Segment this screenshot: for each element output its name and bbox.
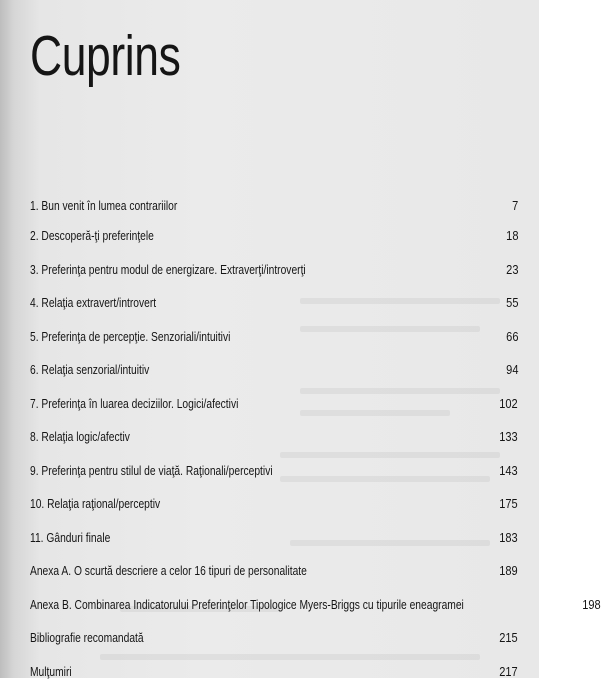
toc-entry-title: 8. Relaţia logic/afectiv [30, 422, 130, 445]
toc-entry-page-number: 198 [582, 590, 600, 613]
toc-entry-page-number: 189 [500, 556, 518, 579]
toc-entry-title: Anexa B. Combinarea Indicatorului Preferinţelor Tipologice Myers-Briggs cu tipurile eneagramei [30, 590, 464, 613]
toc-entry[interactable] [30, 523, 518, 557]
toc-entry-page-number: 23 [506, 255, 518, 278]
toc-entry-page-number: 7 [512, 191, 518, 214]
toc-entry-page-number: 133 [500, 422, 518, 445]
bleed-through-text [50, 100, 60, 150]
toc-entry-title: 3. Preferinţa pentru modul de energizare. Extraverţi/introverţi [30, 255, 306, 278]
toc-entry-page-number: 143 [500, 456, 518, 479]
toc-entry-title: Anexa A. O scurtă descriere a celor 16 tipuri de personalitate [30, 556, 307, 579]
toc-entry-title: 7. Preferinţa în luarea deciziilor. Logici/afectivi [30, 389, 238, 412]
toc-entry[interactable] [30, 456, 518, 490]
toc-entry[interactable] [30, 422, 518, 456]
toc-entry-title: Mulţumiri [30, 657, 72, 680]
toc-entry[interactable] [30, 389, 518, 423]
toc-entry[interactable] [30, 191, 518, 221]
toc-entry-page-number: 55 [506, 288, 518, 311]
toc-entry-title: 10. Relaţia raţional/perceptiv [30, 489, 160, 512]
toc-entry[interactable] [30, 221, 518, 255]
table-of-contents [30, 191, 518, 690]
toc-entry-title: 1. Bun venit în lumea contrariilor [30, 191, 177, 214]
toc-entry-page-number: 66 [506, 322, 518, 345]
toc-entry-title: 5. Preferinţa de percepţie. Senzoriali/intuitivi [30, 322, 230, 345]
toc-entry-page-number: 183 [500, 523, 518, 546]
toc-entry-page-number: 18 [506, 221, 518, 244]
toc-entry-title: 2. Descoperă-ţi preferinţele [30, 221, 154, 244]
toc-entry-title: 11. Gânduri finale [30, 523, 110, 546]
toc-entry[interactable] [30, 489, 518, 523]
toc-entry-title: 4. Relaţia extravert/introvert [30, 288, 156, 311]
toc-entry[interactable] [30, 288, 518, 322]
page-title: Cuprins [30, 28, 180, 85]
toc-entry-page-number: 215 [500, 623, 518, 646]
toc-entry[interactable] [30, 556, 518, 590]
toc-entry-page-number: 94 [506, 355, 518, 378]
toc-entry-page-number: 175 [500, 489, 518, 512]
toc-entry[interactable] [30, 255, 518, 289]
toc-entry-page-number: 217 [500, 657, 518, 680]
toc-entry-title: Bibliografie recomandată [30, 623, 144, 646]
toc-entry[interactable] [30, 322, 518, 356]
toc-entry[interactable] [30, 623, 518, 657]
toc-entry-title: 9. Preferinţa pentru stilul de viaţă. Raţionali/perceptivi [30, 456, 273, 479]
toc-entry[interactable] [30, 657, 518, 690]
toc-entry[interactable] [30, 590, 518, 624]
toc-entry-title: 6. Relaţia senzorial/intuitiv [30, 355, 149, 378]
toc-entry[interactable] [30, 355, 518, 389]
toc-entry-page-number: 102 [500, 389, 518, 412]
